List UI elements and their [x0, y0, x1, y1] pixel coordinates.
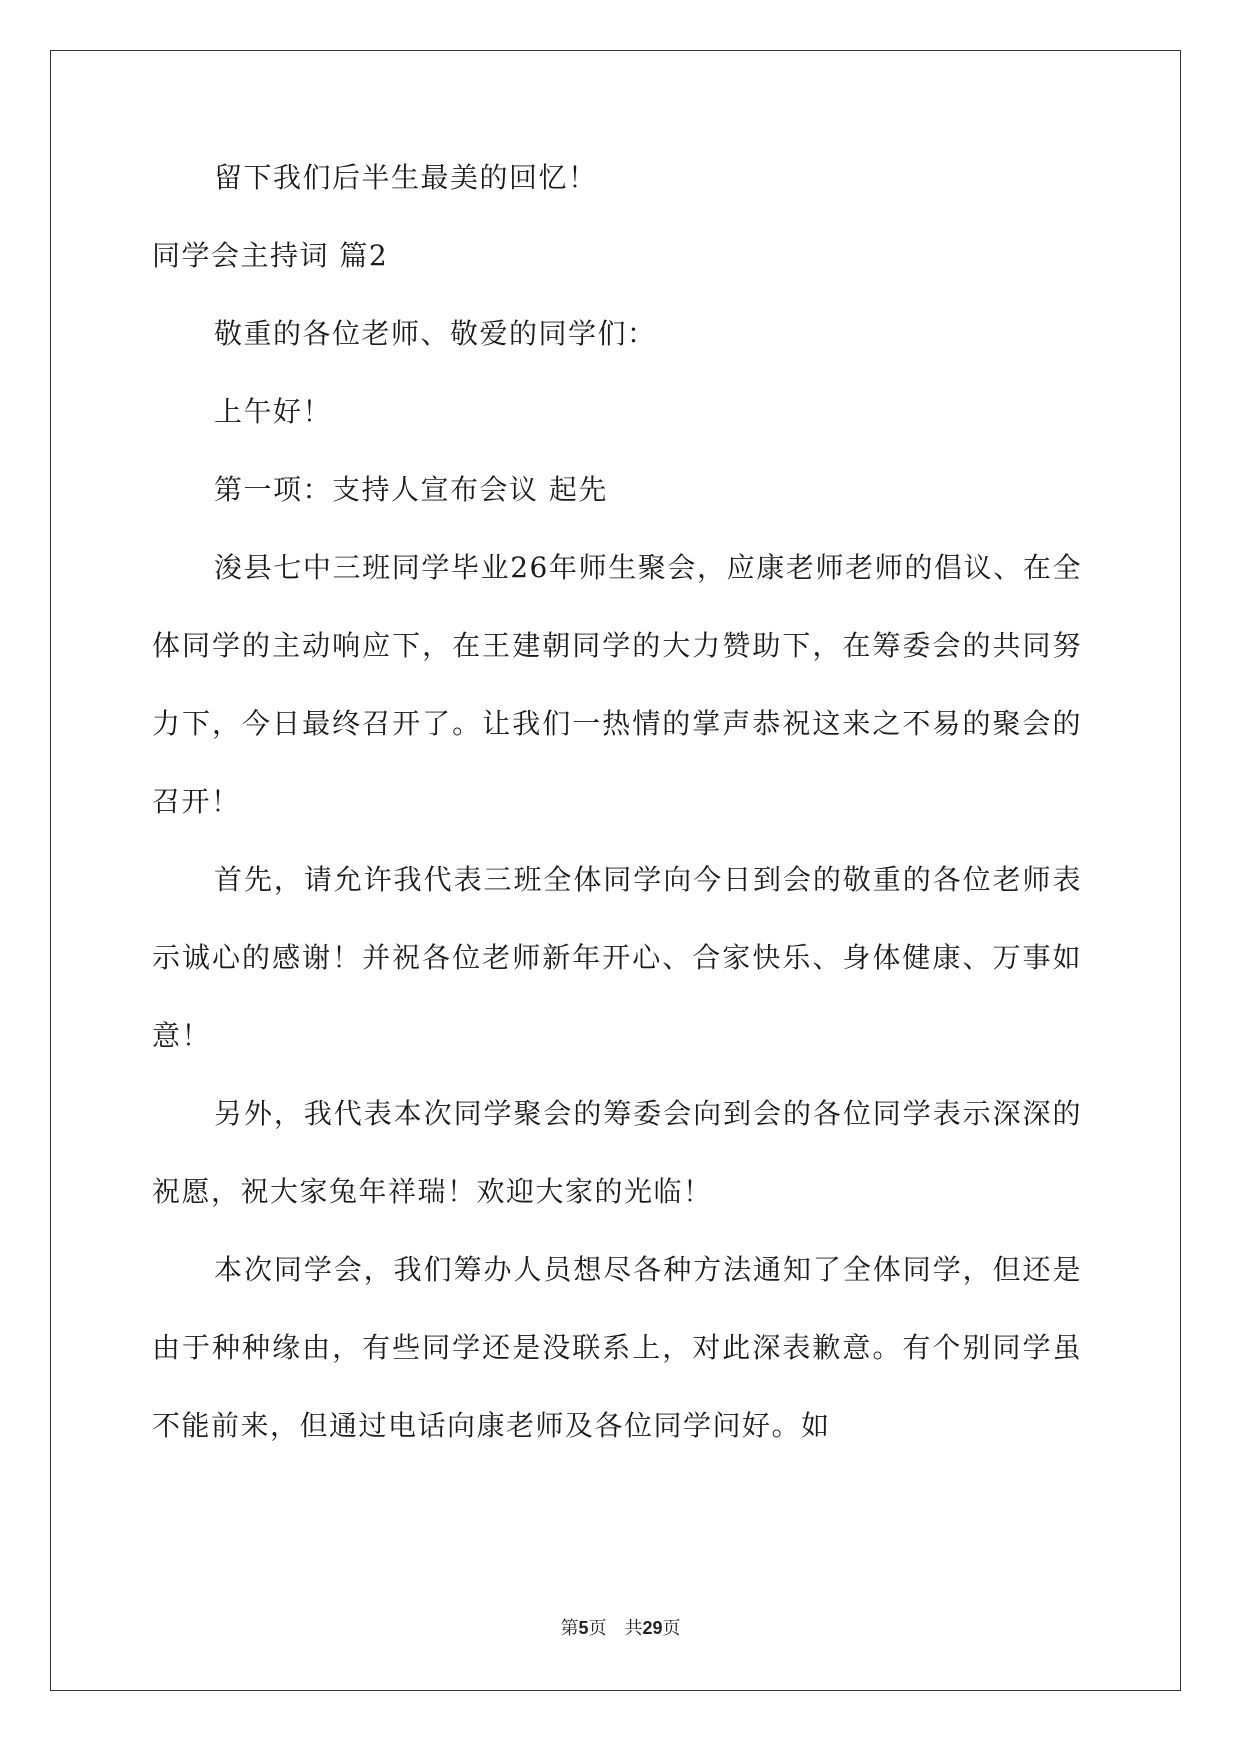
footer-middle: 页 共: [588, 1618, 643, 1639]
section-heading: 同学会主持词 篇2: [152, 239, 389, 272]
total-page-number: 29: [642, 1618, 663, 1638]
footer-prefix: 第: [560, 1618, 579, 1639]
paragraph-item-one: 第一项：支持人宣布会议 起先: [214, 473, 608, 506]
paragraph-opening: 浚县七中三班同学毕业26年师生聚会，应康老师老师的倡议、在全体同学的主动响应下，在王建朝同学的大力赞助下，在筹委会的共同努力下，今日最终召开了。让我们一热情的掌声恭祝这来之不易的聚会的召开！: [152, 551, 1082, 818]
footer-suffix: 页: [662, 1618, 681, 1639]
paragraph-welcome: 另外，我代表本次同学聚会的筹委会向到会的各位同学表示深深的祝愿，祝大家兔年祥瑞！欢迎大家的光临！: [152, 1097, 1082, 1208]
page-footer: [0, 1616, 1241, 1641]
paragraph-salutation: 敬重的各位老师、敬爱的同学们：: [214, 317, 657, 350]
paragraph-thanks: 首先，请允许我代表三班全体同学向今日到会的敬重的各位老师表示诚心的感谢！并祝各位老师新年开心、合家快乐、身体健康、万事如意！: [152, 863, 1082, 1052]
paragraph-notice: 本次同学会，我们筹办人员想尽各种方法通知了全体同学，但还是由于种种缘由，有些同学还是没联系上，对此深表歉意。有个别同学虽不能前来，但通过电话向康老师及各位同学问好。如: [152, 1253, 1082, 1442]
current-page-number: 5: [578, 1618, 589, 1638]
document-body: [152, 160, 1082, 1465]
paragraph-greeting: 上午好！: [214, 395, 333, 428]
paragraph-closing-line: 留下我们后半生最美的回忆！: [214, 161, 598, 194]
